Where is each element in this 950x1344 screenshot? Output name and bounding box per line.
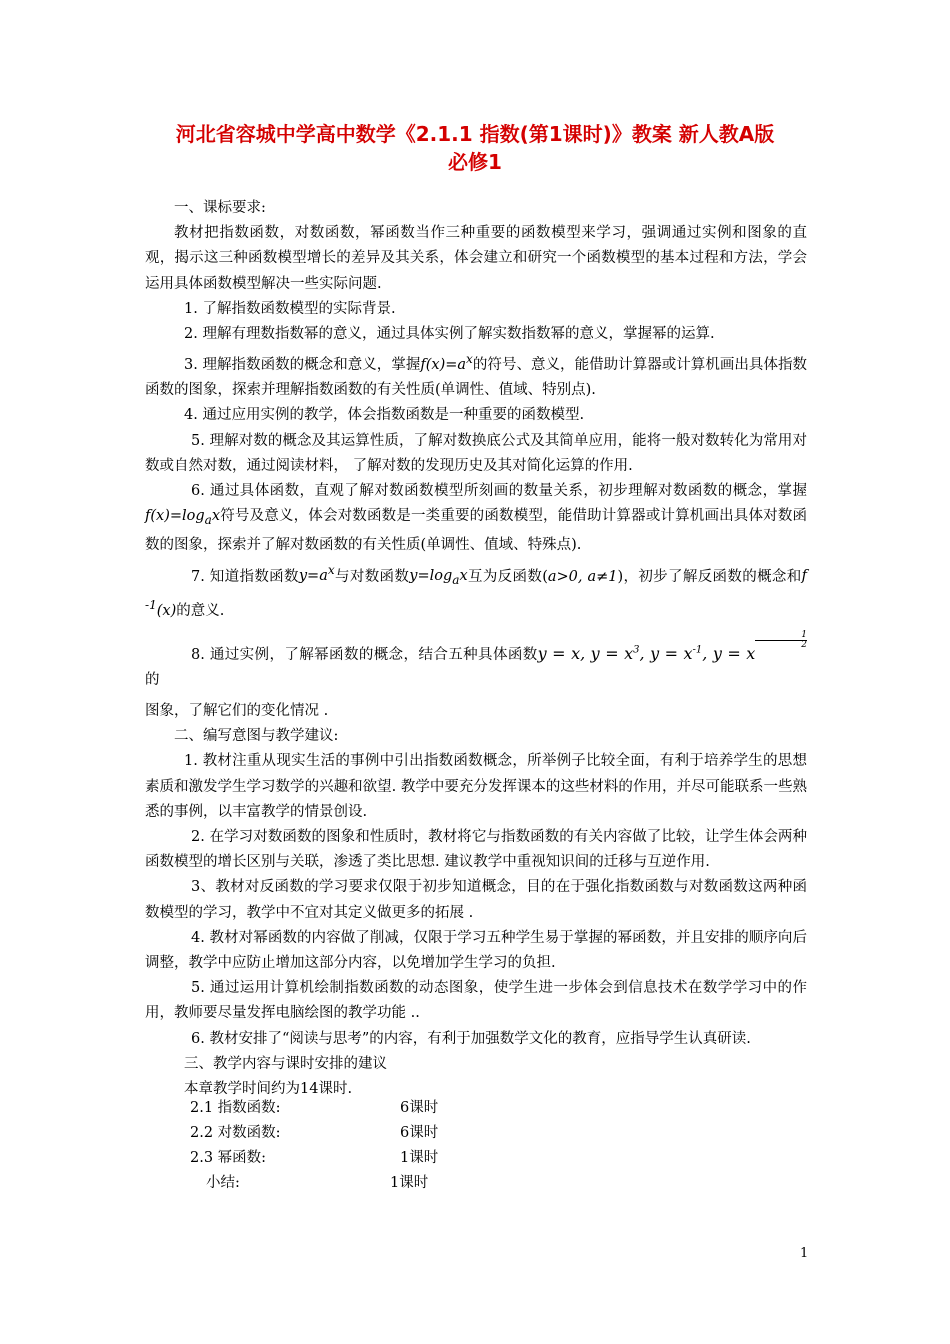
section1-item-2: 2. 理解有理数指数幂的意义，通过具体实例了解实数指数幂的意义，掌握幂的运算. <box>184 326 715 343</box>
section1-heading: 一、课标要求: <box>174 200 266 216</box>
schedule-row: 2.2 对数函数: 6课时 <box>190 1125 439 1141</box>
item3-text-b: 的符号、意义，能借助计算器或计算机画出具体指数函数的图象，探索并理解指数函数的有关性质(单调性、值域、特别点). <box>145 357 807 399</box>
item8-formula: y = x, $y = x^3$, $y = x^{-1}$, y = x $^{\frac{1}{2}}$ <box>537 629 808 663</box>
document-body <box>145 196 807 1102</box>
item6-text-b: 符号及意义，体会对数函数是一类重要的函数模型，能借助计算器或计算机画出具体对数函数的图象，探索并了解对数函数的有关性质(单调性、值域、特殊点). <box>145 508 807 554</box>
page-number: 1 <box>800 1246 809 1261</box>
schedule-row: 小结: 1课时 <box>206 1175 429 1191</box>
title-line-2: 必修1 <box>448 150 502 174</box>
section1-intro: 教材把指数函数，对数函数，幂函数当作三种重要的函数模型来学习，强调通过实例和图象的直观，揭示这三种函数模型增长的差异及其关系，体会建立和研究一个函数模型的基本过程和方法，学会运用具体函数模型解决一些实际问题. <box>145 225 807 292</box>
section2-para-1: 1. 教材注重从现实生活的事例中引出指数函数概念，所举例子比较全面，有利于培养学生的思想素质和激发学生学习数学的兴趣和欲望. 教学中要充分发挥课本的这些材料的作用，并尽可能联系一些熟悉的事例，以丰富教学的情景创设. <box>145 753 807 820</box>
item7-formula-exp: $y=a^x$ <box>298 563 335 585</box>
document-title <box>140 120 810 176</box>
item3-text-a: 3. 理解指数函数的概念和意义，掌握 <box>184 357 421 374</box>
item7-condition: a>0, a≠1 <box>547 568 618 585</box>
section2-para-5: 5. 通过运用计算机绘制指数函数的动态图象，使学生进一步体会到信息技术在数学学习中的作用，教师要尽量发挥电脑绘图的教学功能 .. <box>145 980 807 1022</box>
section2-para-6: 6. 教材安排了“阅读与思考”的内容，有利于加强数学文化的教育，应指导学生认真研读. <box>191 1030 751 1047</box>
section3-heading: 三、教学内容与课时安排的建议 <box>184 1055 387 1072</box>
section1-item-4: 4. 通过应用实例的教学，体会指数函数是一种重要的函数模型. <box>184 407 585 424</box>
section1-item-8-cont: 图象，了解它们的变化情况 . <box>145 702 329 719</box>
item6-text-a: 6. 通过具体函数，直观了解对数函数模型所刻画的数量关系，初步理解对数函数的概念，掌握 <box>191 483 807 500</box>
section2-heading: 二、编写意图与教学建议: <box>174 728 339 745</box>
section3-total: 本章教学时间约为14课时. <box>184 1080 353 1097</box>
section1-item-5: 5. 理解对数的概念及其运算性质，了解对数换底公式及其简单应用，能将一般对数转化为常用对数或自然对数，通过阅读材料， 了解对数的发现历史及其对简化运算的作用. <box>145 432 807 474</box>
section1-item-3 <box>145 347 807 403</box>
title-line-1: 河北省容城中学高中数学《2.1.1 指数(第1课时)》教案 新人教A版 <box>175 122 775 146</box>
item3-formula: $f(x)=a^x$ <box>420 352 473 374</box>
section2-para-4: 4. 教材对幂函数的内容做了削减，仅限于学习五种学生易于掌握的幂函数，并且安排的顺序向后调整，教学中应防止增加这部分内容，以免增加学生学习的负担. <box>145 929 807 971</box>
section1-item-8: 8. 通过实例，了解幂函数的概念，结合五种具体函数y = x, $y = x^3$, $y = x^{-1}$, y = x $^{\frac{1}{2}}$ 的 <box>145 629 808 688</box>
schedule-row: 2.3 幂函数: 1课时 <box>190 1150 439 1166</box>
section1-item-1: 1. 了解指数函数模型的实际背景. <box>184 300 396 317</box>
item6-formula: $f(x)=\log_ax$ <box>145 508 221 528</box>
item7-formula-inverse: f $^{-1}$(x) <box>145 568 807 620</box>
section1-item-7: 7. 知道指数函数$y=a^x$与对数函数$y=\log_ax$互为反函数(a>0, a≠1)，初步了解反函数的概念和f $^{-1}$(x)的意义. <box>145 563 807 620</box>
item7-formula-log: $y=\log_ax$ <box>409 568 468 588</box>
section1-item-6 <box>145 479 807 559</box>
section2-para-2: 2. 在学习对数函数的图象和性质时，教材将它与指数函数的有关内容做了比较，让学生体会两种函数模型的增长区别与关联，渗透了类比思想. 建议教学中重视知识间的迁移与互逆作用. <box>145 828 807 871</box>
section2-para-3: 3、教材对反函数的学习要求仅限于初步知道概念，目的在于强化指数函数与对数函数这两种函数模型的学习，教学中不宜对其定义做更多的拓展 . <box>145 879 807 921</box>
schedule-row: 2.1 指数函数: 6课时 <box>190 1100 439 1116</box>
